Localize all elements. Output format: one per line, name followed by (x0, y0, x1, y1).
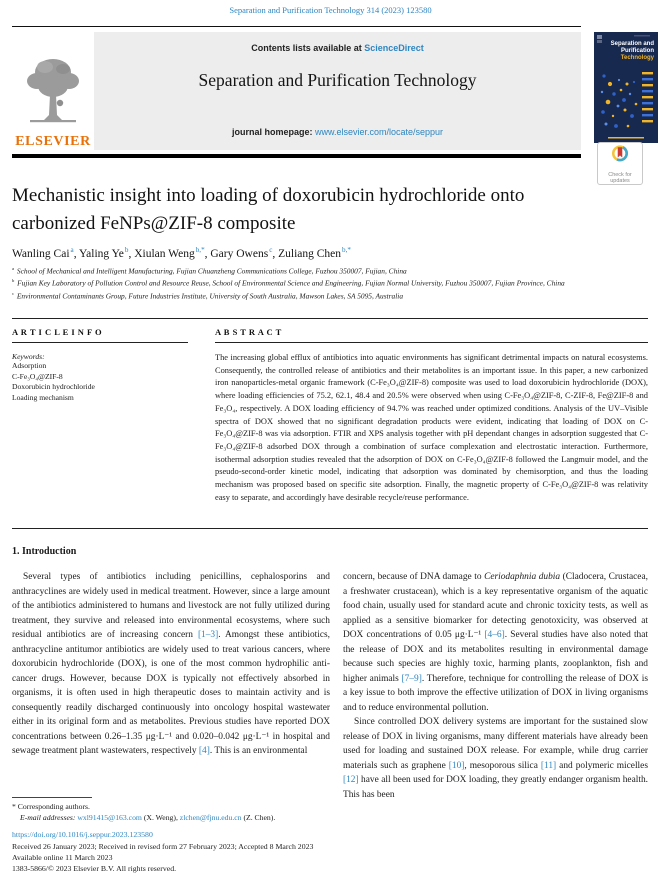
paragraph: concern, because of DNA damage to Ceriodaphnia dubia (Cladocera, Crustacea, a freshwater crustacean), which is a key representative organism of the aquatic food chain, usually used for standard acute and chronic toxicity tests, as well as applied as a sensitive biomarker for detecting genotoxicity, was observed at DOX concentrations of 0.05 μg·L⁻¹ [4–6]. Several studies have also noted that the release of DOX and its metabolites resulting in environmental damage because such species are highly toxic, harming plants, zooplankton, fish and higher animals [7–9]. Therefore, technique for controlling the release of DOX is a key issue to both improve the effective utilization of DOX in living organisms and to reduce environmental pollution. (343, 572, 648, 713)
received-dates: Received 26 January 2023; Received in revised form 27 February 2023; Accepted 8 March 2023 (12, 842, 314, 851)
keywords-list: Adsorption C-Fe₃O₄@ZIF-8 Doxorubicin hydrochloride Loading mechanism (12, 361, 95, 402)
doi-link[interactable]: https://doi.org/10.1016/j.seppur.2023.123580 (12, 830, 153, 839)
cover-title: Separation and Purification Technology (610, 41, 654, 61)
paragraph: $^a$ School of Mechanical and Intelligent Manufacturing, Fujian Chuanzheng Communications College, Fuzhou 350007, Fujian, China (12, 266, 407, 276)
inline-link[interactable]: [11] (540, 760, 557, 771)
footnote-block (12, 802, 442, 823)
homepage-url-link[interactable]: www.elsevier.com/locate/seppur (314, 127, 444, 137)
affiliations (12, 264, 648, 301)
issn-copyright: 1383-5866/© 2023 Elsevier B.V. All rights reserved. (12, 864, 177, 873)
corresponding-authors-note: * Corresponding authors. (12, 802, 90, 811)
article-title: Mechanistic insight into loading of doxorubicin hydrochloride onto carbonized FeNPs@ZIF-8 composite (12, 185, 525, 234)
elsevier-logo[interactable] (12, 32, 94, 150)
running-head-citation: Separation and Purification Technology 314 (2023) 123580 (229, 5, 432, 15)
abstract-rule (215, 342, 648, 343)
homepage-label: journal homepage: (231, 127, 315, 137)
section-divider (12, 318, 648, 319)
abstract-text: The increasing global efflux of antibiotics into aquatic environments has significant detrimental impacts on natural ecosystems. Consequently, the controlled release of antibiotics and their metabolites is an important issue. In this paper, a new carbonized iron nanoparticles-metal organic framework (C-Fe₃O₄@ZIF-8) composite was used to load doxorubicin hydrochloride (DOX), where loading efficiencies of 75.2, 62.1, 48.4 and 20.5% were observed when using C-Fe₃O₄@ZIF-8, C-ZIF-8, Fe@ZIF-8 and Fe₃O₄, respectively. A DOX loading efficiency of 94.7% was reached under optimized conditions. Analysis of the UV–Visible spectra of DOX showed that no significant degradation products were evident, indicating that loading of DOX on C-Fe₃O₄@ZIF-8 was via adsorption. FTIR and XPS analysis together with pH dependant changes in adsorption suggested that C-Fe₃O₄@ZIF-8 adsorbed DOX through a combination of surface complexation and electrostatic interaction. Furthermore, isothermal adsorption studies revealed that the adsorption of DOX on C-Fe₃O₄@ZIF-8 followed the Langmuir model, and the pseudo-second-order kinetic model, indicating that adsorption was dominated by chemisorption, and thus the loading mechanism was proposed based on specific site adsorption. Finally, the magnetic property of C-Fe₃O₄@ZIF-8 was relativity easy to separate, and accordingly have desirable recycle/reuse performance. (215, 353, 648, 502)
email-addresses-line: E-mail addresses: wxl91415@163.com (X. Weng), zlchen@fjnu.edu.cn (Z. Chen). (20, 812, 276, 822)
journal-title: Separation and Purification Technology (198, 70, 477, 90)
inline-link[interactable]: [10] (448, 760, 465, 771)
sciencedirect-link[interactable]: ScienceDirect (364, 43, 424, 53)
inline-link[interactable]: [1–3] (197, 630, 219, 640)
keywords-label: Keywords: (12, 352, 45, 361)
journal-cover-thumbnail (594, 32, 658, 143)
author-list: Wanling Cai$^a$, Yaling Ye$^b$, Xiulan Weng$^{b,*}$, Gary Owens$^c$, Zuliang Chen$^{b,*}$ (12, 246, 351, 260)
check-for-updates-badge[interactable] (597, 142, 643, 185)
journal-banner (94, 32, 581, 150)
paragraph: $^b$ Fujian Key Laboratory of Pollution Control and Resource Reuse, School of Environmental Science and Engineering, Fujian Normal University, Fuzhou 350007, Fujian Province, China (12, 278, 565, 288)
banner-bottom-bar (12, 154, 581, 158)
abstract-column (215, 327, 648, 504)
inline-link[interactable]: wxl91415@163.com (77, 812, 142, 822)
footnote-rule (12, 797, 92, 798)
available-online-date: Available online 11 March 2023 (12, 853, 113, 862)
contents-prefix: Contents lists available at (251, 43, 365, 53)
abstract-bottom-divider (12, 528, 648, 529)
article-info-rule (12, 342, 188, 343)
article-info-column (12, 327, 188, 403)
inline-link[interactable]: [4–6] (484, 630, 505, 640)
contents-lists-line (94, 43, 581, 53)
header-rule (12, 26, 581, 27)
paragraph: Since controlled DOX delivery systems are important for the sustained slow release of DOX in living organisms, many different materials have already been used for loading and sustained DOX release. For example, while drug carrier materials such as graphene [10], mesoporous silica [11] and polymeric micelles [12] have all been used for DOX loading, they greatly endanger organism health. This has been (343, 717, 648, 800)
article-info-heading: A R T I C L E I N F O (12, 327, 103, 337)
inline-link[interactable]: zlchen@fjnu.edu.cn (179, 812, 242, 822)
badge-label: Check for updates (608, 172, 632, 184)
inline-link[interactable]: [12] (343, 775, 359, 785)
elsevier-tree-icon (22, 55, 84, 134)
paragraph: Several types of antibiotics including penicillins, cephalosporins and anthracyclines are widely used in medical treatment. However, since a large amount of the antibiotics administered to humans and livestock are not fully utilized during treatment, they survive and released into environmental ecosystems, where such residual antibiotics are of increasing concern [1–3]. Amongst these antibiotics, anthracycline antitumor antibiotics are widely used to treat various cancers, where doxorubicin hydrochloride (DOX), is one of the most common hydrophilic anti-cancer drugs. However, because DOX is typically not effectively absorbed in organisms, it is often used in high therapeutic doses to maintain activity and is consequently readily discharged continuously into oncology hospital wastewater either in its original form and as metabolites. Previous studies have reported DOX concentrations between 0.26–1.35 μg·L⁻¹ and 0.020–0.042 μg·L⁻¹ in hospital and sewage treatment plant wastewaters, respectively [4]. This is an environmental (12, 572, 330, 756)
abstract-heading: A B S T R A C T (215, 327, 282, 337)
inline-link[interactable]: [7–9] (401, 673, 422, 684)
paragraph: $^c$ Environmental Contaminants Group, Future Industries Institute, University of South Australia, Mawson Lakes, SA 5095, Australia (12, 290, 404, 301)
homepage-line (94, 127, 581, 137)
elsevier-wordmark: ELSEVIER (15, 134, 91, 149)
crossmark-icon (607, 154, 633, 171)
intro-right-column (343, 570, 648, 822)
inline-link[interactable]: [4] (198, 746, 210, 756)
introduction-heading: 1. Introduction (12, 546, 77, 557)
intro-left-column (12, 570, 330, 796)
